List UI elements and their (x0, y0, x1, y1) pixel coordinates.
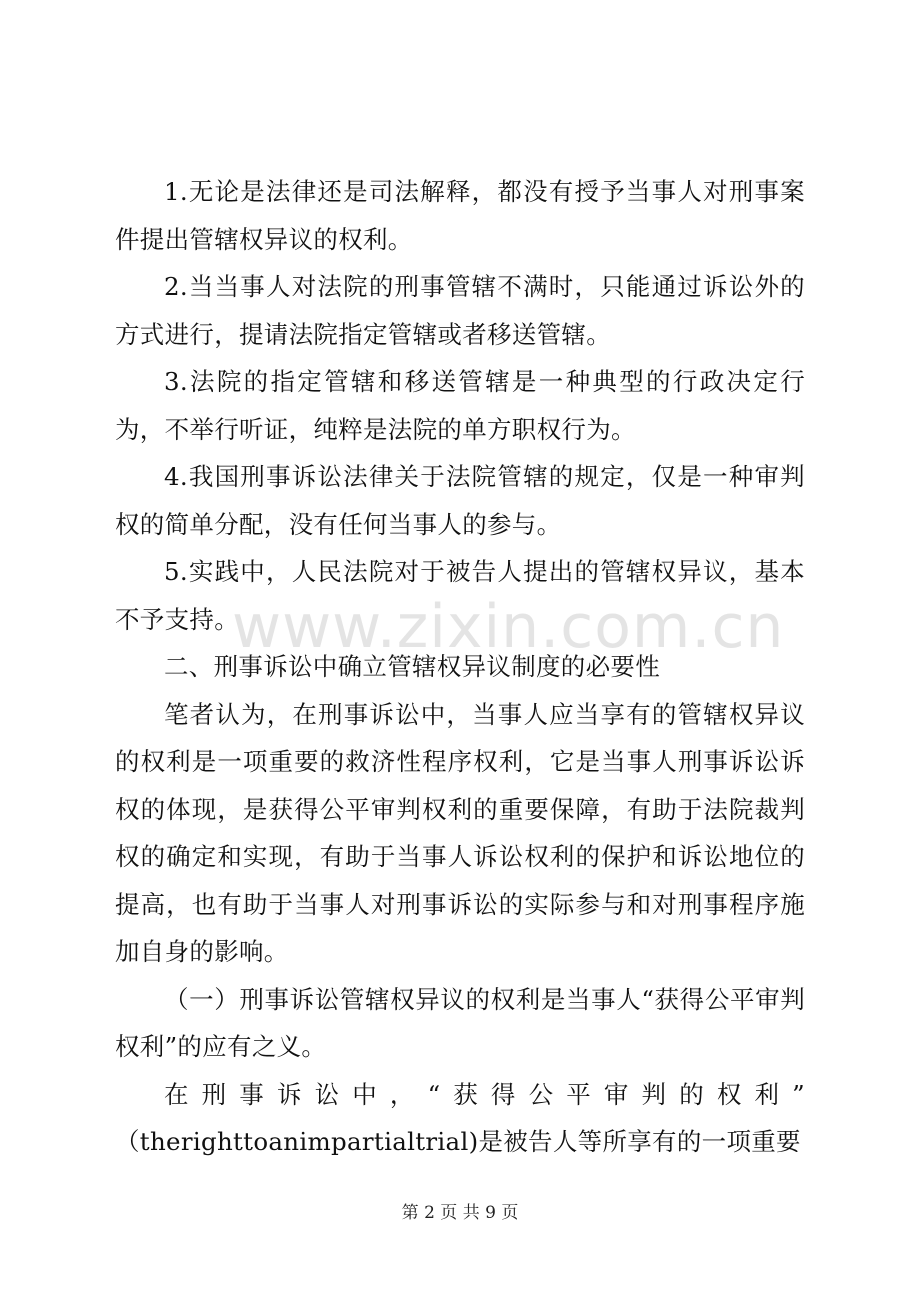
paragraph-author-view: 笔者认为，在刑事诉讼中，当事人应当享有的管辖权异议的权利是一项重要的救济性程序权利，它是当事人刑事诉讼诉权的体现，是获得公平审判权利的重要保障，有助于法院裁判权的确定和实现，有助于当事人诉讼权利的保护和诉讼地位的提高，也有助于当事人对刑事诉讼的实际参与和对刑事程序施加自身的影响。 (115, 699, 805, 966)
paragraph-1: 1.无论是法律还是司法解释，都没有授予当事人对刑事案件提出管辖权异议的权利。 (115, 177, 805, 254)
paragraph-fair-trial-line: 在刑事诉讼中，“获得公平审判的权利” (164, 1079, 805, 1109)
paragraph-fair-trial-continued: （therighttoanimpartialtrial)是被告人等所享有的一项重要 (115, 1127, 801, 1156)
page-footer: 第 2 页 共 9 页 (401, 1203, 519, 1223)
section-heading: 二、刑事诉讼中确立管辖权异议制度的必要性 (164, 652, 660, 681)
paragraph-4: 4.我国刑事诉讼法律关于法院管辖的规定，仅是一种审判权的简单分配，没有任何当事人的参与。 (115, 462, 805, 539)
document-body (115, 168, 805, 1166)
watermark: www.zixin.com.cn (232, 592, 785, 662)
paragraph-5: 5.实践中，人民法院对于被告人提出的管辖权异议，基本不予支持。 (115, 557, 805, 634)
paragraph-3: 3.法院的指定管辖和移送管辖是一种典型的行政决定行为，不举行听证，纯粹是法院的单方职权行为。 (115, 367, 805, 444)
subsection-heading: （一）刑事诉讼管辖权异议的权利是当事人“获得公平审判权利”的应有之义。 (115, 984, 805, 1061)
paragraph-2: 2.当当事人对法院的刑事管辖不满时，只能通过诉讼外的方式进行，提请法院指定管辖或者移送管辖。 (115, 272, 805, 349)
